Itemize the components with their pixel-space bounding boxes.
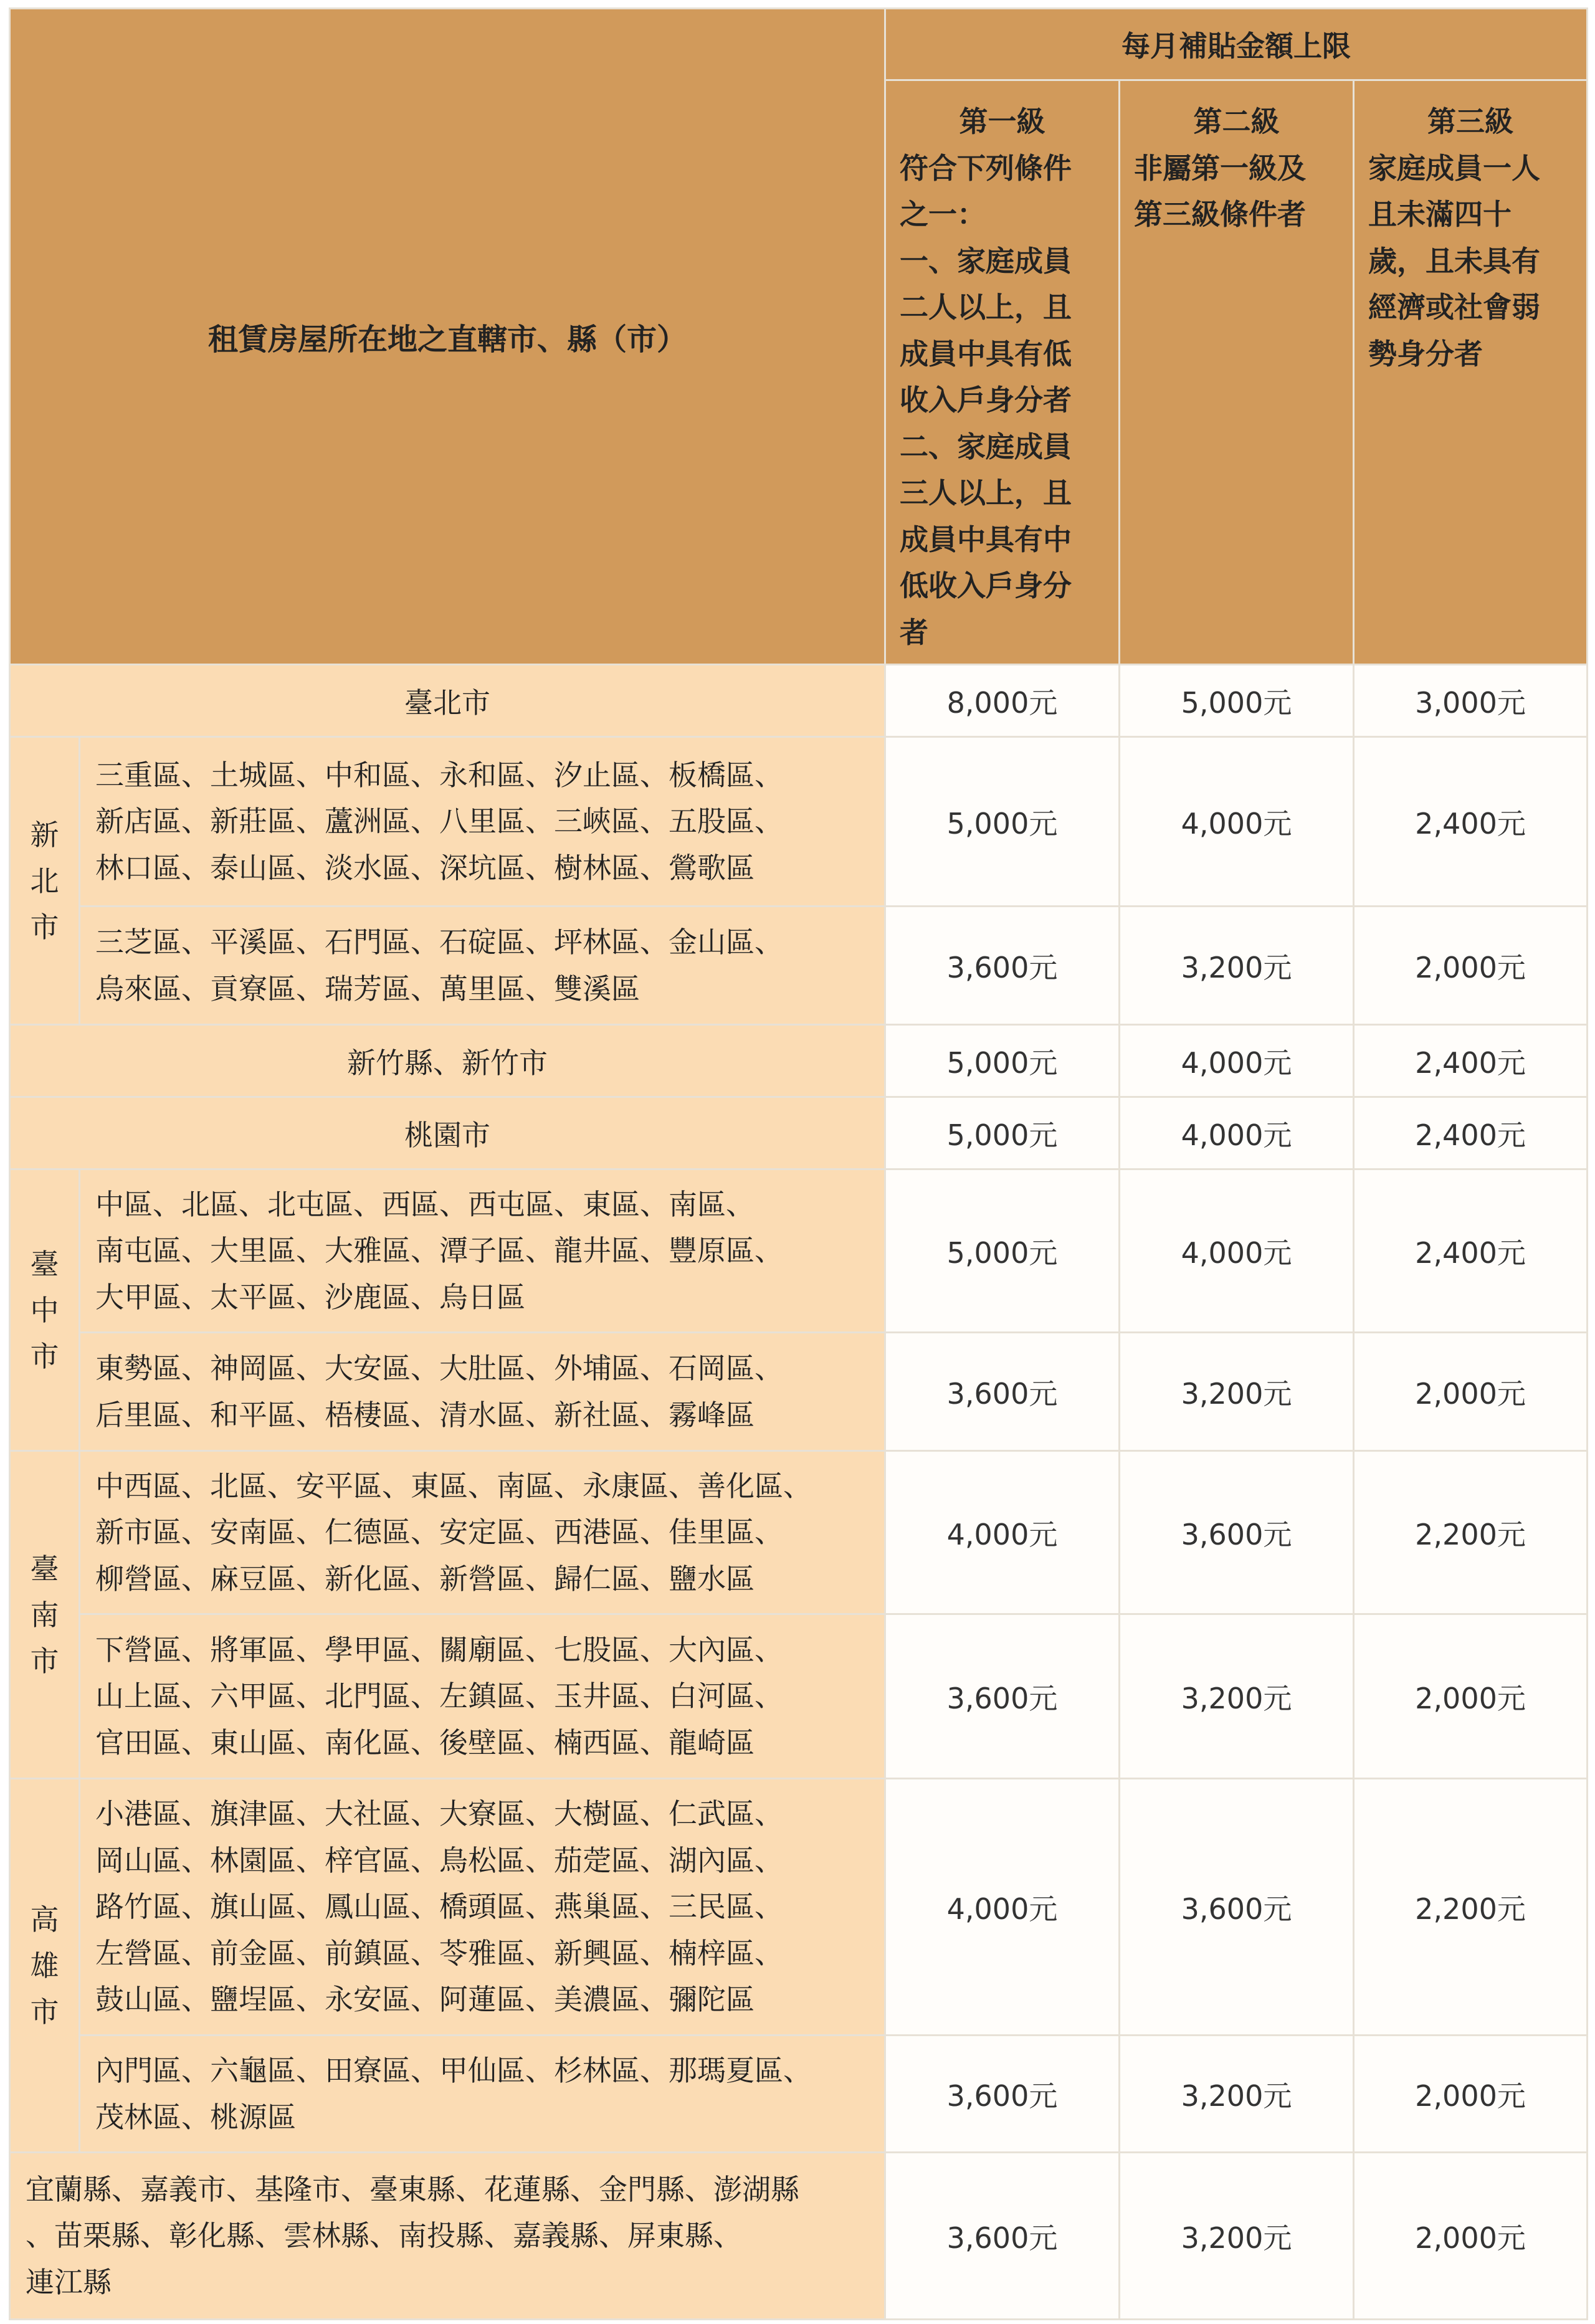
tier-2-value: 3,200元: [1120, 2036, 1354, 2153]
tier-2-value: 5,000元: [1120, 665, 1354, 737]
tier-2-name: 第二級: [1193, 105, 1280, 138]
tier-3-value: 2,200元: [1354, 1451, 1588, 1614]
tier-1-value: 5,000元: [885, 1097, 1120, 1169]
tier-1-value: 3,600元: [885, 1614, 1120, 1779]
district-list: 三芝區、平溪區、石門區、石碇區、坪林區、金山區、 烏來區、貢寮區、瑞芳區、萬里區、雙溪區: [80, 907, 885, 1025]
location-cell: 臺北市: [10, 665, 885, 737]
tier-1-value: 4,000元: [885, 1451, 1120, 1614]
location-column-header: 租賃房屋所在地之直轄市、縣（市）: [10, 9, 885, 665]
district-list: 小港區、旗津區、大社區、大寮區、大樹區、仁武區、 岡山區、林園區、梓官區、鳥松區、茄萣區、湖內區、 路竹區、旗山區、鳳山區、橋頭區、燕巢區、三民區、 左營區、前金區、前鎮區、苓雅區、新興區、楠梓區、 鼓山區、鹽埕區、永安區、阿蓮區、美濃區、彌陀區: [80, 1779, 885, 2036]
tier-2-value: 3,200元: [1120, 1614, 1354, 1779]
district-list: 中區、北區、北屯區、西區、西屯區、東區、南區、 南屯區、大里區、大雅區、潭子區、龍井區、豐原區、 大甲區、太平區、沙鹿區、烏日區: [80, 1169, 885, 1333]
city-cell: 臺 南 市: [10, 1451, 80, 1779]
tier-2-value: 4,000元: [1120, 737, 1354, 907]
table-row: [10, 907, 1588, 1025]
tier-2-desc: 非屬第一級及 第三級條件者: [1134, 151, 1307, 231]
location-cell: 新竹縣、新竹市: [10, 1025, 885, 1097]
tier-3-value: 2,000元: [1354, 2153, 1588, 2320]
tier-3-value: 2,000元: [1354, 2036, 1588, 2153]
tier-1-name: 第一級: [959, 105, 1045, 138]
tier-2-value: 4,000元: [1120, 1097, 1354, 1169]
tier-1-value: 4,000元: [885, 1779, 1120, 2036]
tier-3-value: 2,400元: [1354, 1097, 1588, 1169]
location-cell: 桃園市: [10, 1097, 885, 1169]
tier-2-value: 3,200元: [1120, 907, 1354, 1025]
city-cell: 臺 中 市: [10, 1169, 80, 1451]
tier-3-value: 2,400元: [1354, 1169, 1588, 1333]
table-row: [10, 1779, 1588, 2036]
city-cell: 高 雄 市: [10, 1779, 80, 2153]
tier-2-header: [1120, 80, 1354, 665]
tier-1-value: 3,600元: [885, 1333, 1120, 1451]
city-cell: 新 北 市: [10, 737, 80, 1025]
table-row: [10, 1614, 1588, 1779]
tier-2-value: 3,600元: [1120, 1779, 1354, 2036]
tier-1-header: [885, 80, 1120, 665]
table-row: [10, 665, 1588, 737]
tier-3-desc: 家庭成員一人 且未滿四十 歲，且未具有 經濟或社會弱 勢身分者: [1368, 151, 1541, 371]
tier-1-value: 5,000元: [885, 1025, 1120, 1097]
tier-1-value: 8,000元: [885, 665, 1120, 737]
tier-2-value: 3,600元: [1120, 1451, 1354, 1614]
tier-3-value: 2,000元: [1354, 1333, 1588, 1451]
district-list: 下營區、將軍區、學甲區、關廟區、七股區、大內區、 山上區、六甲區、北門區、左鎮區、玉井區、白河區、 官田區、東山區、南化區、後壁區、楠西區、龍崎區: [80, 1614, 885, 1779]
district-list: 三重區、土城區、中和區、永和區、汐止區、板橋區、 新店區、新莊區、蘆洲區、八里區、三峽區、五股區、 林口區、泰山區、淡水區、深坑區、樹林區、鶯歌區: [80, 737, 885, 907]
table-row: [10, 737, 1588, 907]
district-list: 東勢區、神岡區、大安區、大肚區、外埔區、石岡區、 后里區、和平區、梧棲區、清水區、新社區、霧峰區: [80, 1333, 885, 1451]
table-row: [10, 1169, 1588, 1333]
table-row: [10, 1451, 1588, 1614]
tier-3-header: [1354, 80, 1588, 665]
tier-3-value: 2,200元: [1354, 1779, 1588, 2036]
district-list: 內門區、六龜區、田寮區、甲仙區、杉林區、那瑪夏區、 茂林區、桃源區: [80, 2036, 885, 2153]
subsidy-column-header: 每月補貼金額上限: [885, 9, 1588, 80]
tier-3-value: 2,000元: [1354, 907, 1588, 1025]
tier-2-value: 3,200元: [1120, 2153, 1354, 2320]
tier-3-name: 第三級: [1427, 105, 1514, 138]
tier-1-desc: 符合下列條件 之一： 一、家庭成員 二人以上，且 成員中具有低 收入戶身分者 二、家庭成員 三人以上，且 成員中具有中 低收入戶身分 者: [900, 151, 1072, 649]
tier-2-value: 4,000元: [1120, 1025, 1354, 1097]
district-list: 中西區、北區、安平區、東區、南區、永康區、善化區、 新市區、安南區、仁德區、安定區、西港區、佳里區、 柳營區、麻豆區、新化區、新營區、歸仁區、鹽水區: [80, 1451, 885, 1614]
table-row: [10, 2036, 1588, 2153]
tier-2-value: 3,200元: [1120, 1333, 1354, 1451]
tier-3-value: 2,400元: [1354, 1025, 1588, 1097]
tier-1-value: 3,600元: [885, 2036, 1120, 2153]
tier-1-value: 5,000元: [885, 1169, 1120, 1333]
tier-1-value: 3,600元: [885, 2153, 1120, 2320]
location-cell: 宜蘭縣、嘉義市、基隆市、臺東縣、花蓮縣、金門縣、澎湖縣 、苗栗縣、彰化縣、雲林縣、南投縣、嘉義縣、屏東縣、 連江縣: [10, 2153, 885, 2320]
tier-1-value: 3,600元: [885, 907, 1120, 1025]
tier-3-value: 2,000元: [1354, 1614, 1588, 1779]
tier-3-value: 2,400元: [1354, 737, 1588, 907]
table-row: [10, 1097, 1588, 1169]
tier-1-value: 5,000元: [885, 737, 1120, 907]
table-row: [10, 2153, 1588, 2320]
table-row: [10, 1333, 1588, 1451]
tier-2-value: 4,000元: [1120, 1169, 1354, 1333]
tier-3-value: 3,000元: [1354, 665, 1588, 737]
subsidy-table: [9, 7, 1588, 2320]
table-row: [10, 1025, 1588, 1097]
